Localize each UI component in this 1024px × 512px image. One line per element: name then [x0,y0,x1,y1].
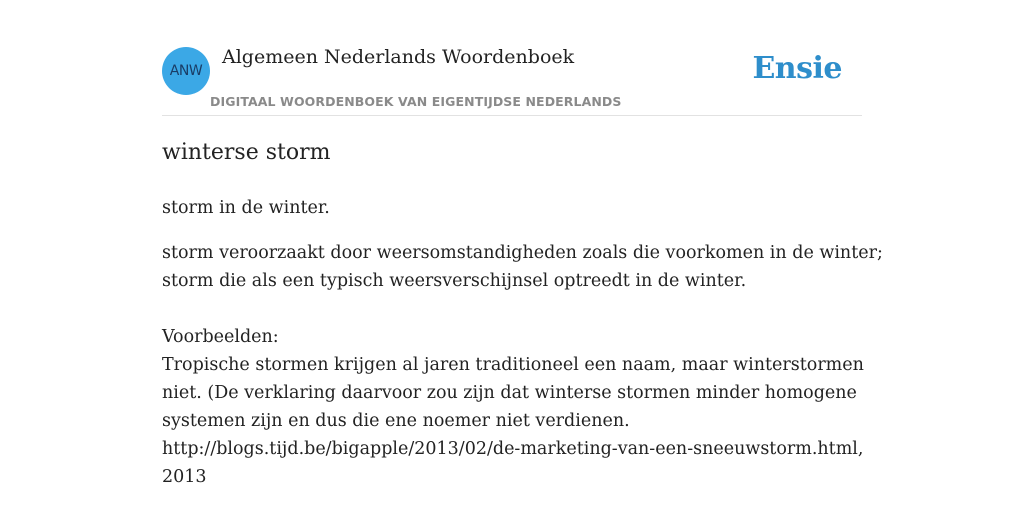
site-title[interactable]: Algemeen Nederlands Woordenboek [222,46,575,68]
definition-line: storm die als een typisch weersverschijnsel optreedt in de winter. [162,271,747,291]
definition-short: storm in de winter. [162,198,330,218]
example-source-year: 2013 [162,467,207,487]
logo-text: ANW [169,63,203,79]
definition-line: storm veroorzaakt door weersomstandigheden zoals die voorkomen in de winter; [162,243,883,263]
example-line: systemen zijn en dus die ene noemer niet verdienen. [162,411,630,431]
site-subtitle: DIGITAAL WOORDENBOEK VAN EIGENTIJDSE NEDERLANDS [210,94,622,109]
example-line: Tropische stormen krijgen al jaren traditioneel een naam, maar winterstormen [162,355,864,375]
site-header [162,0,862,116]
example-source-url: http://blogs.tijd.be/bigapple/2013/02/de-marketing-van-een-sneeuwstorm.html, [162,439,864,459]
anw-logo[interactable] [162,47,210,95]
definition-long [162,239,883,295]
examples-heading: Voorbeelden: [162,327,279,347]
ensie-brand-link[interactable]: Ensie [752,51,842,86]
example-line: niet. (De verklaring daarvoor zou zijn dat winterse stormen minder homogene [162,383,857,403]
examples-section [162,323,862,491]
page [162,0,883,487]
entry-term: winterse storm [162,140,331,165]
